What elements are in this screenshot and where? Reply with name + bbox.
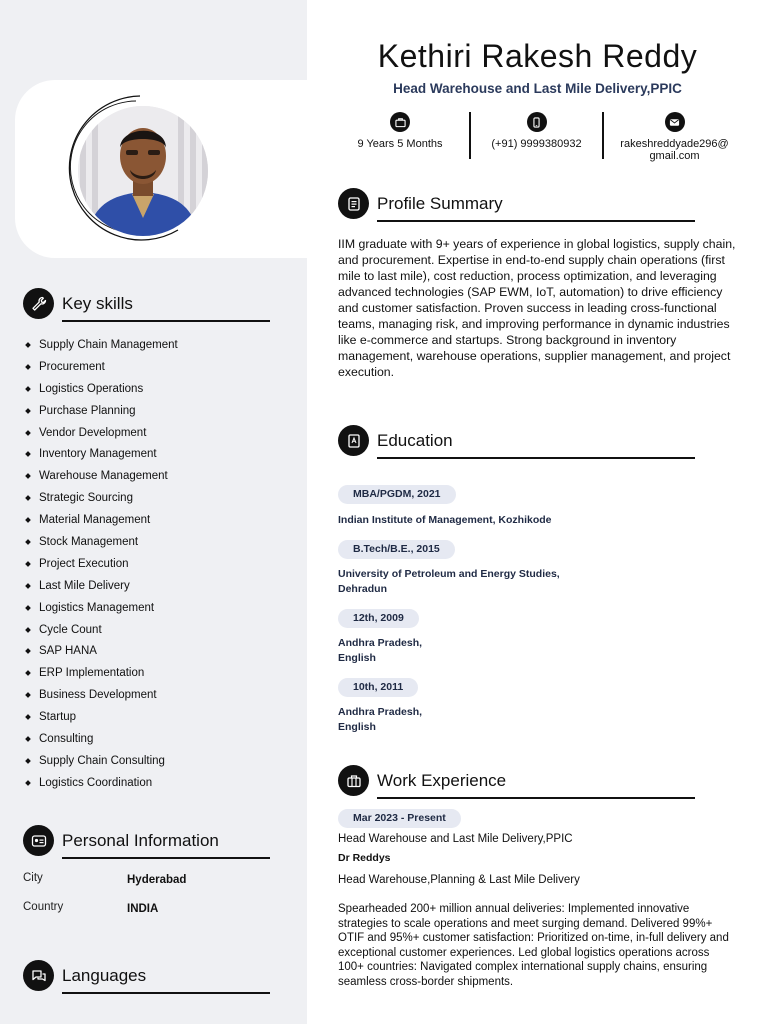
profile-summary-text: IIM graduate with 9+ years of experience in global logistics, supply chain, and procurement. Expertise in end-to-end supply chain operations (first mile to last mile), cost reduction, process optimization, and leveraging advanced technologies (SAP EWM, IoT, automation) to drive efficiency and customer satisfaction. Proven success in leading cross-functional teams, managing risk, and improving performance in dynamic industries like e-commerce and startups. Strong background in inventory management, warehouse operations, supplier management, and project execution. bbox=[338, 237, 736, 379]
contact-divider bbox=[469, 112, 471, 159]
info-value: Hyderabad bbox=[127, 874, 187, 886]
skill-item: Last Mile Delivery bbox=[24, 578, 178, 600]
email-text-line1[interactable]: rakeshreddyade296@ bbox=[620, 138, 729, 150]
education-institution: Indian Institute of Management, Kozhikode bbox=[338, 514, 552, 526]
skill-item: Procurement bbox=[24, 359, 178, 381]
skill-item: Logistics Coordination bbox=[24, 775, 178, 797]
candidate-name: Kethiri Rakesh Reddy bbox=[377, 38, 698, 74]
education-header bbox=[338, 425, 695, 456]
key-skills-list bbox=[24, 337, 178, 797]
skill-item: Vendor Development bbox=[24, 425, 178, 447]
skill-item: Strategic Sourcing bbox=[24, 490, 178, 512]
contact-divider bbox=[602, 112, 604, 159]
work-period-badge: Mar 2023 - Present bbox=[338, 809, 461, 828]
skill-item: SAP HANA bbox=[24, 643, 178, 665]
avatar bbox=[78, 106, 208, 236]
phone-icon bbox=[527, 112, 547, 132]
id-card-icon bbox=[23, 825, 54, 856]
work-role-summary: Head Warehouse,Planning & Last Mile Delivery bbox=[338, 874, 580, 886]
skill-item: Project Execution bbox=[24, 556, 178, 578]
email-text-line2[interactable]: gmail.com bbox=[649, 150, 700, 162]
education-institution: University of Petroleum and Energy Studies, Dehradun bbox=[338, 568, 560, 595]
book-icon bbox=[338, 425, 369, 456]
skill-item: Consulting bbox=[24, 731, 178, 753]
education-institution-line: English bbox=[338, 652, 376, 664]
key-skills-title: Key skills bbox=[62, 294, 270, 322]
chat-icon bbox=[23, 960, 54, 991]
work-experience-title: Work Experience bbox=[377, 771, 695, 799]
education-degree-badge: B.Tech/B.E., 2015 bbox=[338, 540, 455, 559]
mail-icon bbox=[665, 112, 685, 132]
skill-item: Supply Chain Management bbox=[24, 337, 178, 359]
contact-experience bbox=[350, 112, 450, 150]
education-institution-line: Andhra Pradesh, bbox=[338, 637, 423, 649]
info-key: Country bbox=[23, 901, 64, 913]
education-degree-badge: 12th, 2009 bbox=[338, 609, 419, 628]
experience-text: 9 Years 5 Months bbox=[357, 138, 443, 150]
skill-item: Inventory Management bbox=[24, 446, 178, 468]
skill-item: Warehouse Management bbox=[24, 468, 178, 490]
education-institution bbox=[338, 705, 598, 735]
info-key: City bbox=[23, 872, 43, 884]
profile-summary-title: Profile Summary bbox=[377, 194, 695, 222]
personal-info-header bbox=[23, 825, 270, 856]
key-skills-header bbox=[23, 288, 270, 319]
skill-item: Purchase Planning bbox=[24, 403, 178, 425]
contact-phone bbox=[479, 112, 594, 150]
work-experience-header bbox=[338, 765, 695, 796]
education-degree-badge: 10th, 2011 bbox=[338, 678, 418, 697]
skill-item: Logistics Management bbox=[24, 600, 178, 622]
profile-photo-frame bbox=[60, 92, 210, 242]
languages-header bbox=[23, 960, 270, 991]
personal-info-title: Personal Information bbox=[62, 831, 270, 859]
profile-summary-header bbox=[338, 188, 695, 219]
document-icon bbox=[338, 188, 369, 219]
languages-title: Languages bbox=[62, 966, 270, 994]
skill-item: ERP Implementation bbox=[24, 665, 178, 687]
candidate-role: Head Warehouse and Last Mile Delivery,PPIC bbox=[393, 81, 682, 96]
work-designation: Head Warehouse and Last Mile Delivery,PPIC bbox=[338, 833, 573, 845]
info-row-city bbox=[23, 872, 186, 884]
briefcase-icon bbox=[338, 765, 369, 796]
skill-item: Material Management bbox=[24, 512, 178, 534]
skill-item: Startup bbox=[24, 709, 178, 731]
briefcase-icon bbox=[390, 112, 410, 132]
phone-text: (+91) 9999380932 bbox=[491, 138, 582, 150]
contact-email bbox=[612, 112, 737, 162]
wrench-icon bbox=[23, 288, 54, 319]
info-row-country bbox=[23, 901, 158, 913]
info-value: INDIA bbox=[127, 903, 159, 915]
work-highlights: Spearheaded 200+ million annual deliveries: Implemented innovative strategies to scale operations and meet surging demand. Delivered 99%+ OTIF and 95%+ customer satisfaction: Prioritized on-time, in-full delivery and exceptional customer experiences. Led global logistics operations across 100+ countries: Navigated complex international supply chains, ensuring seamless cross-border shipments. bbox=[338, 903, 729, 988]
skill-item: Business Development bbox=[24, 687, 178, 709]
work-company: Dr Reddys bbox=[338, 852, 391, 864]
education-institution-line: Andhra Pradesh, bbox=[338, 706, 423, 718]
skill-item: Logistics Operations bbox=[24, 381, 178, 403]
education-institution-line: English bbox=[338, 721, 376, 733]
education-title: Education bbox=[377, 431, 695, 459]
skill-item: Supply Chain Consulting bbox=[24, 753, 178, 775]
skill-item: Cycle Count bbox=[24, 622, 178, 644]
skill-item: Stock Management bbox=[24, 534, 178, 556]
education-degree-badge: MBA/PGDM, 2021 bbox=[338, 485, 456, 504]
education-institution bbox=[338, 636, 598, 666]
